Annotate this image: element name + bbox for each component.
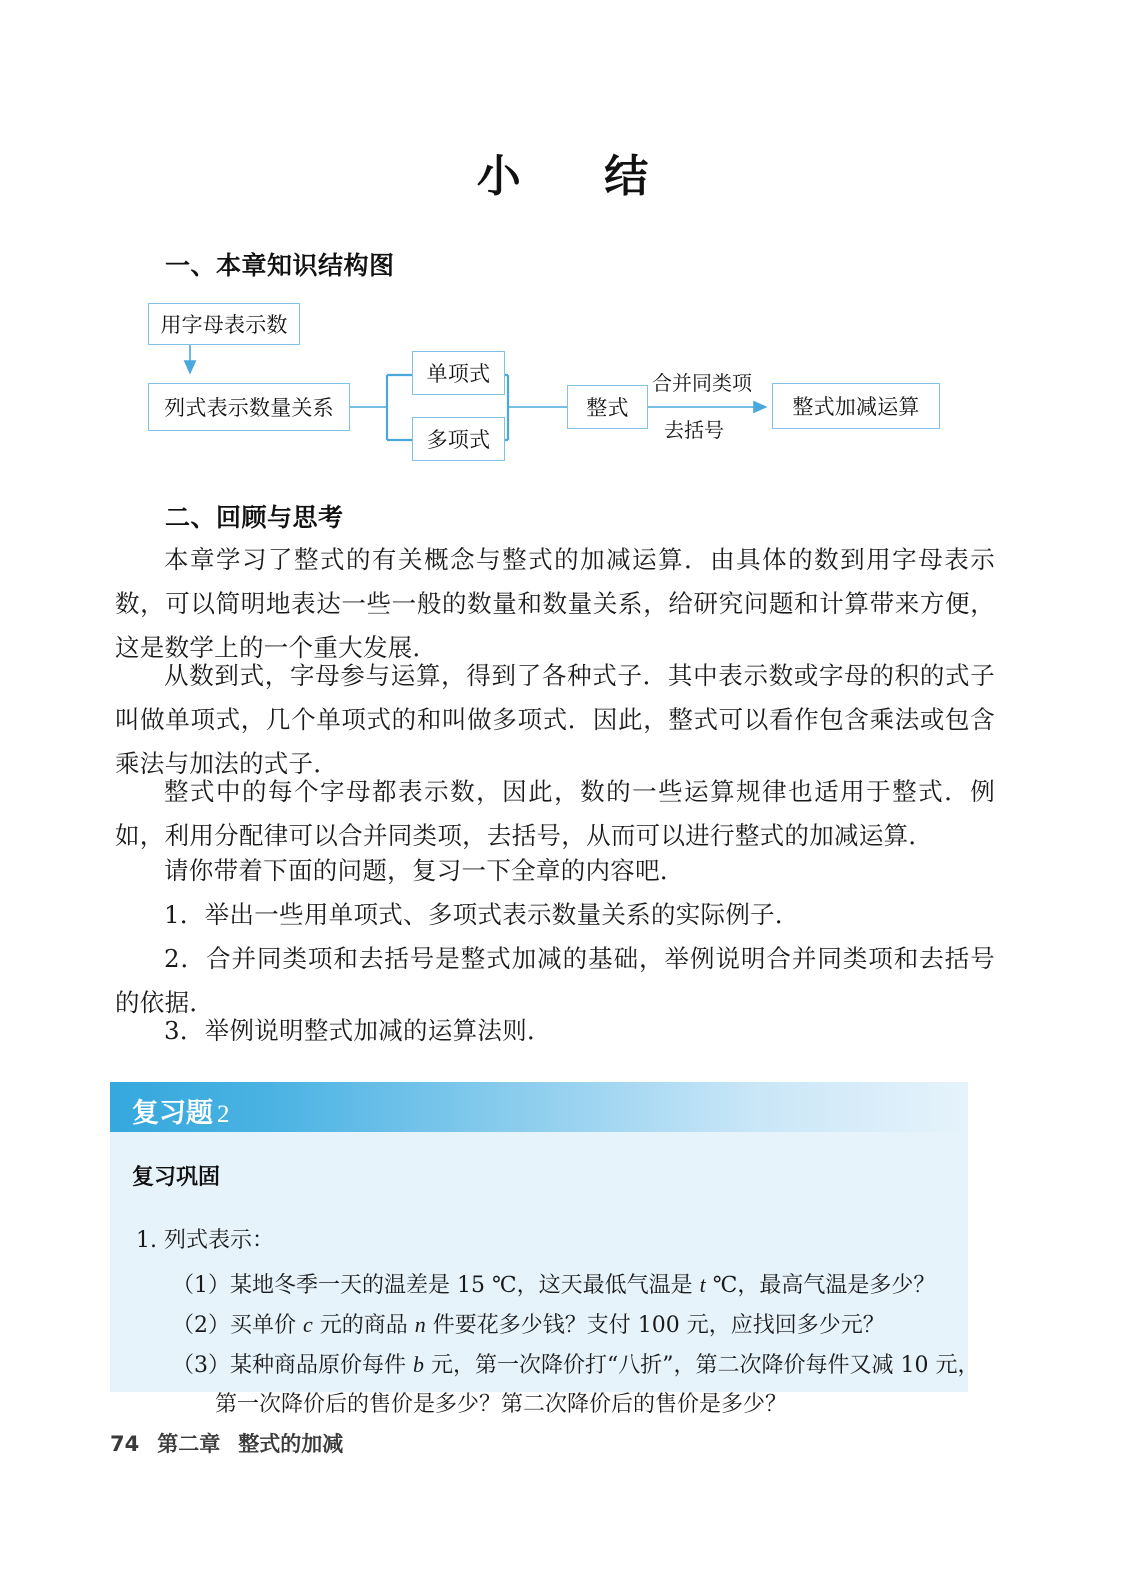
exercise-header-title-text: 复习题 (132, 1098, 213, 1129)
section-heading-knowledge-structure: 一、本章知识结构图 (165, 251, 395, 280)
body-paragraph-3: 整式中的每个字母都表示数，因此，数的一些运算规律也适用于整式．例如，利用分配律可以合并同类项，去括号，从而可以进行整式的加减运算． (115, 777, 995, 850)
exercise-q1-item-3-var-b: b (413, 1352, 424, 1377)
exercise-q1-item-3-text-b: 元，第一次降价打“八折”，第二次降价每件又减 10 元， (424, 1353, 980, 1378)
exercise-q1-item-3-marker: （3） (172, 1353, 230, 1378)
flowchart-box-monomial: 单项式 (412, 351, 505, 395)
flowchart-box-polynomial: 多项式 (412, 417, 505, 461)
exercise-q1-item-3-line2: 第一次降价后的售价是多少？第二次降价后的售价是多少？ (215, 1392, 788, 1417)
exercise-q1-item-2-text-c: 件要花多少钱？支付 100 元，应找回多少元？ (425, 1313, 885, 1338)
flowchart-box-expression-quantity-relation: 列式表示数量关系 (148, 383, 350, 431)
body-paragraph-2: 从数到式，字母参与运算，得到了各种式子．其中表示数或字母的积的式子叫做单项式，几个单项式的和叫做多项式．因此，整式可以看作包含乘法或包含乘法与加法的式子． (115, 661, 995, 778)
exercise-q1-item-3-text-a: 某种商品原价每件 (230, 1353, 413, 1378)
flowchart-label-remove-parentheses: 去括号 (664, 418, 724, 442)
footer-page-number: 74 (110, 1432, 140, 1456)
exercise-q1-item-2-text-b: 元的商品 (312, 1313, 415, 1338)
flowchart-box-integral-expression: 整式 (567, 385, 648, 429)
footer-chapter: 第二章 (157, 1432, 221, 1456)
exercise-q1-item-1-var-t: t (699, 1272, 706, 1297)
review-question-1: 1．举出一些用单项式、多项式表示数量关系的实际例子． (164, 900, 800, 929)
exercise-q1-item-3 (172, 1346, 979, 1385)
section-heading-review-and-think: 二、回顾与思考 (165, 503, 344, 532)
flowchart-label-combine-like-terms: 合并同类项 (652, 371, 752, 395)
exercise-q1-item-1-marker: （1） (172, 1273, 230, 1298)
review-question-3: 3．举例说明整式加减的运算法则． (164, 1016, 552, 1045)
exercise-header-number: 2 (217, 1101, 230, 1128)
exercise-q1-item-2-var-c: c (303, 1312, 313, 1337)
exercise-header-bar (110, 1082, 968, 1132)
page-title: 小 结 (476, 151, 669, 202)
exercise-q1-item-1-text-b: ℃，最高气温是多少？ (705, 1273, 936, 1298)
body-paragraph-1: 本章学习了整式的有关概念与整式的加减运算．由具体的数到用字母表示数，可以简明地表达一些一般的数量和数量关系，给研究问题和计算带来方便，这是数学上的一个重大发展． (115, 545, 995, 662)
exercise-panel (110, 1082, 980, 1417)
knowledge-structure-flowchart (140, 295, 950, 475)
exercise-q1-item-2 (172, 1306, 885, 1345)
exercise-q1-item-2-var-n: n (414, 1312, 426, 1337)
exercise-q1-item-2-text-a: 买单价 (230, 1313, 303, 1338)
flowchart-box-add-subtract-operation: 整式加减运算 (772, 383, 940, 429)
flowchart-box-letters-represent-numbers: 用字母表示数 (148, 303, 300, 345)
exercise-q1-item-2-marker: （2） (172, 1313, 230, 1338)
page-footer (110, 1428, 343, 1458)
review-question-2: 2．合并同类项和去括号是整式加减的基础，举例说明合并同类项和去括号的依据． (115, 944, 995, 1017)
footer-chapter-title: 整式的加减 (238, 1432, 344, 1456)
body-paragraph-4: 请你带着下面的问题，复习一下全章的内容吧． (164, 856, 685, 885)
exercise-q1-item-1-text-a: 某地冬季一天的温差是 15 ℃，这天最低气温是 (230, 1273, 700, 1298)
exercise-q1-label: 1. 列式表示： (136, 1228, 274, 1253)
exercise-header-title (132, 1091, 230, 1130)
exercise-q1-item-1 (172, 1266, 935, 1305)
exercise-subtitle: 复习巩固 (132, 1165, 221, 1190)
